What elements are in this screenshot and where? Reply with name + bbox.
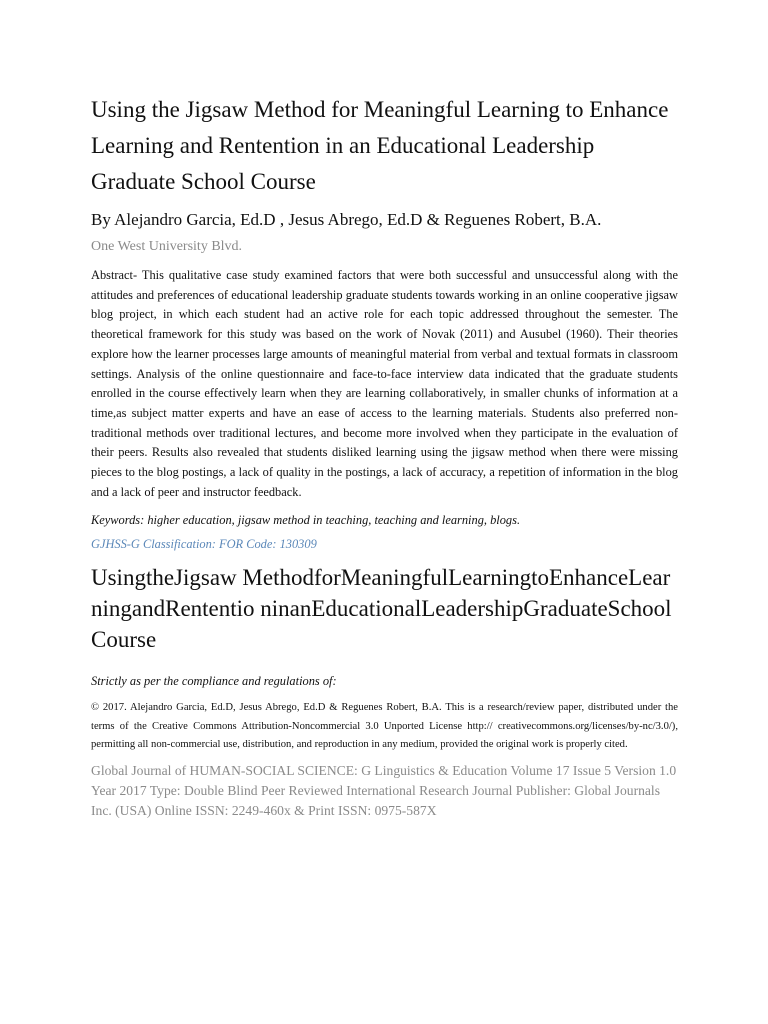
compliance-note: Strictly as per the compliance and regulations of: (91, 674, 337, 689)
keywords: Keywords: higher education, jigsaw method in teaching, teaching and learning, blogs. (91, 513, 521, 528)
journal-info: Global Journal of HUMAN-SOCIAL SCIENCE: G Linguistics & Education Volume 17 Issue 5 Version 1.0 Year 2017 Type: Double Blind Peer Reviewed International Research Journal Publisher: Global Journals Inc. (USA) Online ISSN: 2249-460x & Print ISSN: 0975-587X (91, 762, 677, 818)
authors-line: By Alejandro Garcia, Ed.D , Jesus Abrego, Ed.D & Reguenes Robert, B.A. (91, 210, 602, 229)
compact-title: UsingtheJigsaw MethodforMeaningfulLearningtoEnhanceLearningandRententio ninanEducationalLeadershipGraduateSchoolCourse (91, 565, 672, 653)
affiliation: One West University Blvd. (91, 239, 243, 254)
copyright-notice: © 2017. Alejandro Garcia, Ed.D, Jesus Abrego, Ed.D & Reguenes Robert, B.A. This is a research/review paper, distributed under the terms of the Creative Commons Attribution-Noncommercial 3.0 Unported License http:// creativecommons.org/licenses/by-nc/3.0/), permitting all non-commercial use, distribution, and reproduction in any medium, provided the original work is properly cited. (91, 702, 678, 751)
abstract: Abstract- This qualitative case study examined factors that were both successful and unsuccessful along with the attitudes and preferences of educational leadership graduate students towards working in an online cooperative jigsaw blog project, in which each student had an active role for each topic addressed throughout the semester. The theoretical framework for this study was based on the work of Novak (2011) and Ausubel (1960). Their theories explore how the learner processes large amounts of meaningful material from verbal and textual formats in classroom settings. Analysis of the online questionnaire and face-to-face interview data indicated that the graduate students enrolled in the course effectively learn when they are learning collaboratively, in smaller chunks of information at a time,as subject matter experts and have an ease of access to the learning materials. Students also preferred non-traditional methods over traditional lectures, and become more involved when they participate in the evaluation of their peers. Results also revealed that students disliked learning using the jigsaw method when there were missing pieces to the blog postings, a lack of quality in the postings, a lack of accuracy, a repetition of information in the blog and a lack of peer and instructor feedback. (91, 268, 678, 499)
paper-title: Using the Jigsaw Method for Meaningful Learning to Enhance Learning and Rentention in an Educational Leadership Graduate School Course (91, 97, 669, 194)
classification-code: GJHSS-G Classification: FOR Code: 130309 (91, 537, 317, 552)
